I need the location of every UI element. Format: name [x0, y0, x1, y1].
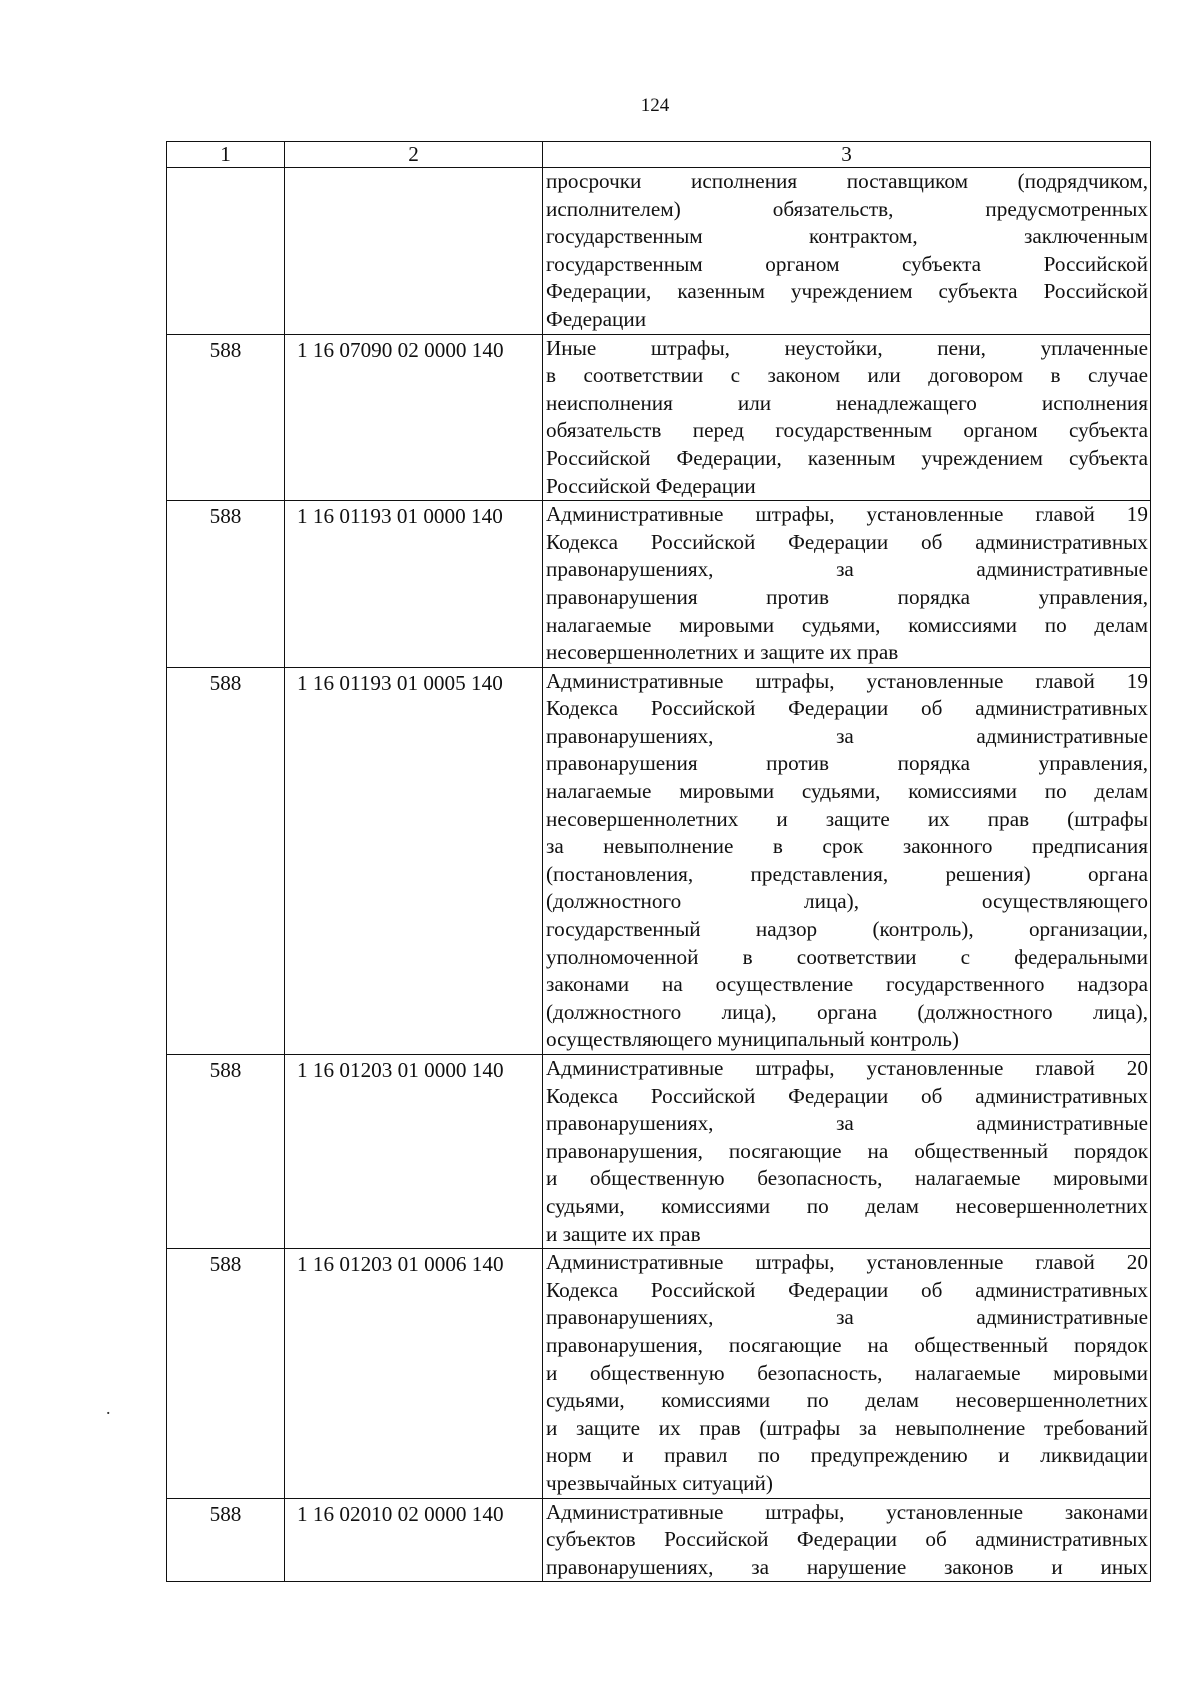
description-line: судьями, комиссиями по делам несовершеннолетних [546, 1193, 1148, 1218]
description-line: и защите их прав (штрафы за невыполнение требований [546, 1415, 1148, 1440]
budget-classification-code-cell [285, 168, 543, 335]
description-line: законами на осуществление государственного надзора [546, 972, 1148, 997]
description-line: Федерации [546, 306, 647, 331]
revenue-description-cell [543, 334, 1151, 501]
table-row [167, 501, 1151, 668]
description-line: субъектов Российской Федерации об административных [546, 1527, 1148, 1552]
description-line: Кодекса Российской Федерации об административных [546, 1083, 1148, 1108]
revenue-description-cell [543, 501, 1151, 668]
table-row [167, 1055, 1151, 1249]
description-line: Административные штрафы, установленные главой 20 [546, 1056, 1148, 1080]
description-line: неисполнения или ненадлежащего исполнения [546, 390, 1148, 415]
description-line: государственным контрактом, заключенным [546, 224, 1148, 249]
description-line: (постановления, представления, решения) органа [546, 861, 1148, 886]
description-line: уполномоченной в соответствии с федеральными [546, 944, 1148, 969]
revenue-description-cell [543, 1249, 1151, 1498]
description-line: правонарушения против порядка управления, [546, 584, 1148, 609]
description-line: правонарушениях, за административные [546, 1305, 1148, 1330]
column-header-2: 2 [285, 142, 543, 168]
description-line: правонарушения против порядка управления, [546, 751, 1148, 776]
table-row [167, 1249, 1151, 1498]
description-line: Российской Федерации, казенным учреждением субъекта [546, 445, 1148, 470]
table-row [167, 1498, 1151, 1582]
description-line: в соответствии с законом или договором в случае [546, 363, 1148, 388]
description-line: правонарушениях, за административные [546, 723, 1148, 748]
description-line: несовершеннолетних и защите их прав (штрафы [546, 806, 1148, 831]
description-line: правонарушениях, за административные [546, 1111, 1148, 1136]
description-line: Административные штрафы, установленные главой 19 [546, 502, 1148, 527]
description-line: налагаемые мировыми судьями, комиссиями по делам [546, 779, 1148, 804]
description-line: обязательств перед государственным органом субъекта [546, 418, 1148, 443]
table-row [167, 334, 1151, 501]
description-line: Административные штрафы, установленные законами [546, 1499, 1148, 1524]
description-line: Кодекса Российской Федерации об административных [546, 696, 1148, 721]
budget-classification-code-cell: 1 16 01193 01 0000 140 [285, 501, 543, 668]
admin-code-cell: 588 [167, 501, 285, 668]
description-line: (должностного лица), органа (должностного лица), [546, 999, 1148, 1024]
admin-code-cell [167, 168, 285, 335]
description-line: Административные штрафы, установленные главой 19 [546, 668, 1148, 693]
description-line: чрезвычайных ситуаций) [546, 1470, 773, 1495]
description-line: государственным органом субъекта Российской [546, 251, 1148, 276]
description-line: правонарушениях, за административные [546, 557, 1148, 582]
description-line: и общественную безопасность, налагаемые мировыми [546, 1360, 1148, 1385]
page-number: 124 [640, 95, 670, 116]
description-line: несовершеннолетних и защите их прав [546, 640, 899, 665]
description-line: Федерации, казенным учреждением субъекта Российской [546, 279, 1148, 304]
description-line: Административные штрафы, установленные главой 20 [546, 1250, 1148, 1275]
description-line: судьями, комиссиями по делам несовершеннолетних [546, 1388, 1148, 1413]
description-line: и защите их прав [546, 1221, 701, 1246]
description-line: налагаемые мировыми судьями, комиссиями по делам [546, 612, 1148, 637]
admin-code-cell: 588 [167, 1249, 285, 1498]
description-line: осуществляющего муниципальный контроль) [546, 1027, 959, 1052]
description-line: Кодекса Российской Федерации об административных [546, 529, 1148, 554]
description-line: норм и правил по предупреждению и ликвидации [546, 1443, 1148, 1468]
budget-codes-table [166, 141, 1151, 1582]
admin-code-cell: 588 [167, 334, 285, 501]
revenue-description-cell [543, 667, 1151, 1054]
admin-code-cell: 588 [167, 667, 285, 1054]
revenue-description-cell [543, 1498, 1151, 1582]
column-header-1: 1 [167, 142, 285, 168]
budget-classification-code-cell: 1 16 01203 01 0006 140 [285, 1249, 543, 1498]
description-line: правонарушения, посягающие на общественный порядок [546, 1138, 1148, 1163]
budget-classification-code-cell: 1 16 01203 01 0000 140 [285, 1055, 543, 1249]
revenue-description-cell [543, 168, 1151, 335]
budget-classification-code-cell: 1 16 02010 02 0000 140 [285, 1498, 543, 1582]
budget-classification-code-cell: 1 16 07090 02 0000 140 [285, 334, 543, 501]
budget-classification-code-cell: 1 16 01193 01 0005 140 [285, 667, 543, 1054]
description-line: и общественную безопасность, налагаемые мировыми [546, 1166, 1148, 1191]
column-header-3: 3 [543, 142, 1151, 168]
column-number-header-row [167, 142, 1151, 168]
description-line: Кодекса Российской Федерации об административных [546, 1277, 1148, 1302]
description-line: правонарушения, посягающие на общественный порядок [546, 1332, 1148, 1357]
scan-speck: . [106, 1398, 111, 1418]
table-row [167, 667, 1151, 1054]
description-line: Иные штрафы, неустойки, пени, уплаченные [546, 335, 1148, 360]
description-line: государственный надзор (контроль), организации, [546, 917, 1148, 942]
revenue-description-cell [543, 1055, 1151, 1249]
description-line: Российской Федерации [546, 473, 756, 498]
description-line: просрочки исполнения поставщиком (подрядчиком, [546, 169, 1148, 193]
table-row [167, 168, 1151, 335]
description-line: правонарушениях, за нарушение законов и иных [546, 1554, 1148, 1579]
description-line: исполнителем) обязательств, предусмотренных [546, 196, 1148, 221]
description-line: за невыполнение в срок законного предписания [546, 834, 1148, 859]
admin-code-cell: 588 [167, 1055, 285, 1249]
admin-code-cell: 588 [167, 1498, 285, 1582]
description-line: (должностного лица), осуществляющего [546, 889, 1148, 914]
